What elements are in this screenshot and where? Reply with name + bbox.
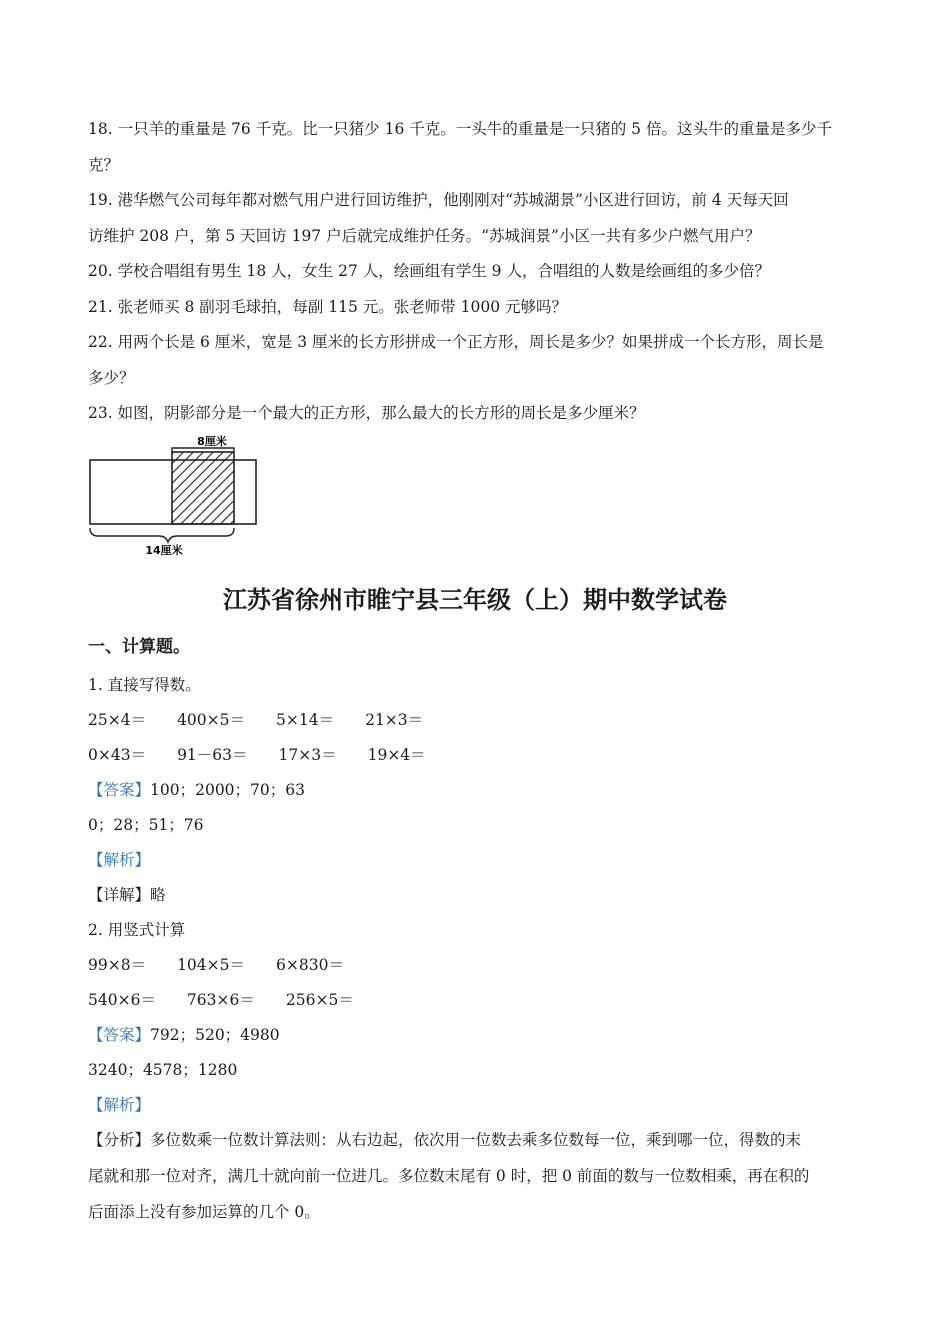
bottom-label: 14厘米 — [145, 544, 183, 557]
q1-row1: 25×4＝ 400×5＝ 5×14＝ 21×3＝ — [88, 711, 424, 729]
q1-answer2: 0；28；51；76 — [88, 816, 204, 834]
answer-text: 792；520；4980 — [150, 1026, 280, 1044]
q1-row2: 0×43＝ 91－63＝ 17×3＝ 19×4＝ — [88, 746, 426, 764]
q2-analysis-line3: 后面添上没有参加运算的几个 0。 — [88, 1203, 320, 1221]
exam-title: 江苏省徐州市睢宁县三年级（上）期中数学试卷 — [223, 585, 727, 614]
q2-answer2: 3240；4578；1280 — [88, 1061, 238, 1079]
q1-answer — [88, 772, 868, 808]
question-22-line1: 22. 用两个长是 6 厘米，宽是 3 厘米的长方形拼成一个正方形，周长是多少？如果拼成一个长方形，周长是 — [88, 333, 824, 351]
q2-row2: 540×6＝ 763×6＝ 256×5＝ — [88, 991, 354, 1009]
q2-analysis-line2: 尾就和那一位对齐，满几十就向前一位进几。多位数末尾有 0 时，把 0 前面的数与一位数相乘，再在积的 — [88, 1167, 810, 1185]
bottom-brace — [90, 528, 234, 542]
question-21: 21. 张老师买 8 副羽毛球拍，每副 115 元。张老师带 1000 元够吗？ — [88, 298, 568, 316]
section-heading: 一、计算题。 — [88, 637, 190, 657]
question-18-line1: 18. 一只羊的重量是 76 千克。比一只猪少 16 千克。一头牛的重量是一只猪的 5 倍。这头牛的重量是多少千 — [88, 120, 832, 138]
question-20: 20. 学校合唱组有男生 18 人，女生 27 人，绘画组有学生 9 人，合唱组的人数是绘画组的多少倍？ — [88, 262, 770, 280]
q1-detail: 【详解】略 — [88, 886, 166, 904]
answer-text: 100；2000；70；63 — [150, 781, 305, 799]
q2-answer — [88, 1017, 868, 1053]
top-label: 8厘米 — [197, 435, 227, 448]
answer-tag: 【答案】 — [88, 1026, 151, 1044]
question-19-line1: 19. 港华燃气公司每年都对燃气用户进行回访维护，他刚刚对“苏城湖景”小区进行回访，前 4 天每天回 — [88, 191, 789, 209]
question-18-line2: 克？ — [88, 156, 120, 174]
q1-prompt: 1. 直接写得数。 — [88, 676, 201, 694]
rectangle-figure — [84, 432, 264, 562]
shaded-square — [172, 452, 234, 524]
question-23: 23. 如图，阴影部分是一个最大的正方形，那么最大的长方形的周长是多少厘米？ — [88, 404, 645, 422]
q1-analysis-tag: 【解析】 — [88, 851, 151, 869]
question-22-line2: 多少？ — [88, 369, 135, 387]
question-19-line2: 访维护 208 户，第 5 天回访 197 户后就完成维护任务。“苏城润景”小区一共有多少户燃气用户？ — [88, 227, 761, 245]
q2-row1: 99×8＝ 104×5＝ 6×830＝ — [88, 956, 344, 974]
answer-tag: 【答案】 — [88, 781, 151, 799]
q2-analysis-line1: 【分析】多位数乘一位数计算法则：从右边起，依次用一位数去乘多位数每一位，乘到哪一位，得数的末 — [88, 1131, 802, 1149]
q2-analysis-tag: 【解析】 — [88, 1096, 151, 1114]
q2-prompt: 2. 用竖式计算 — [88, 921, 186, 939]
